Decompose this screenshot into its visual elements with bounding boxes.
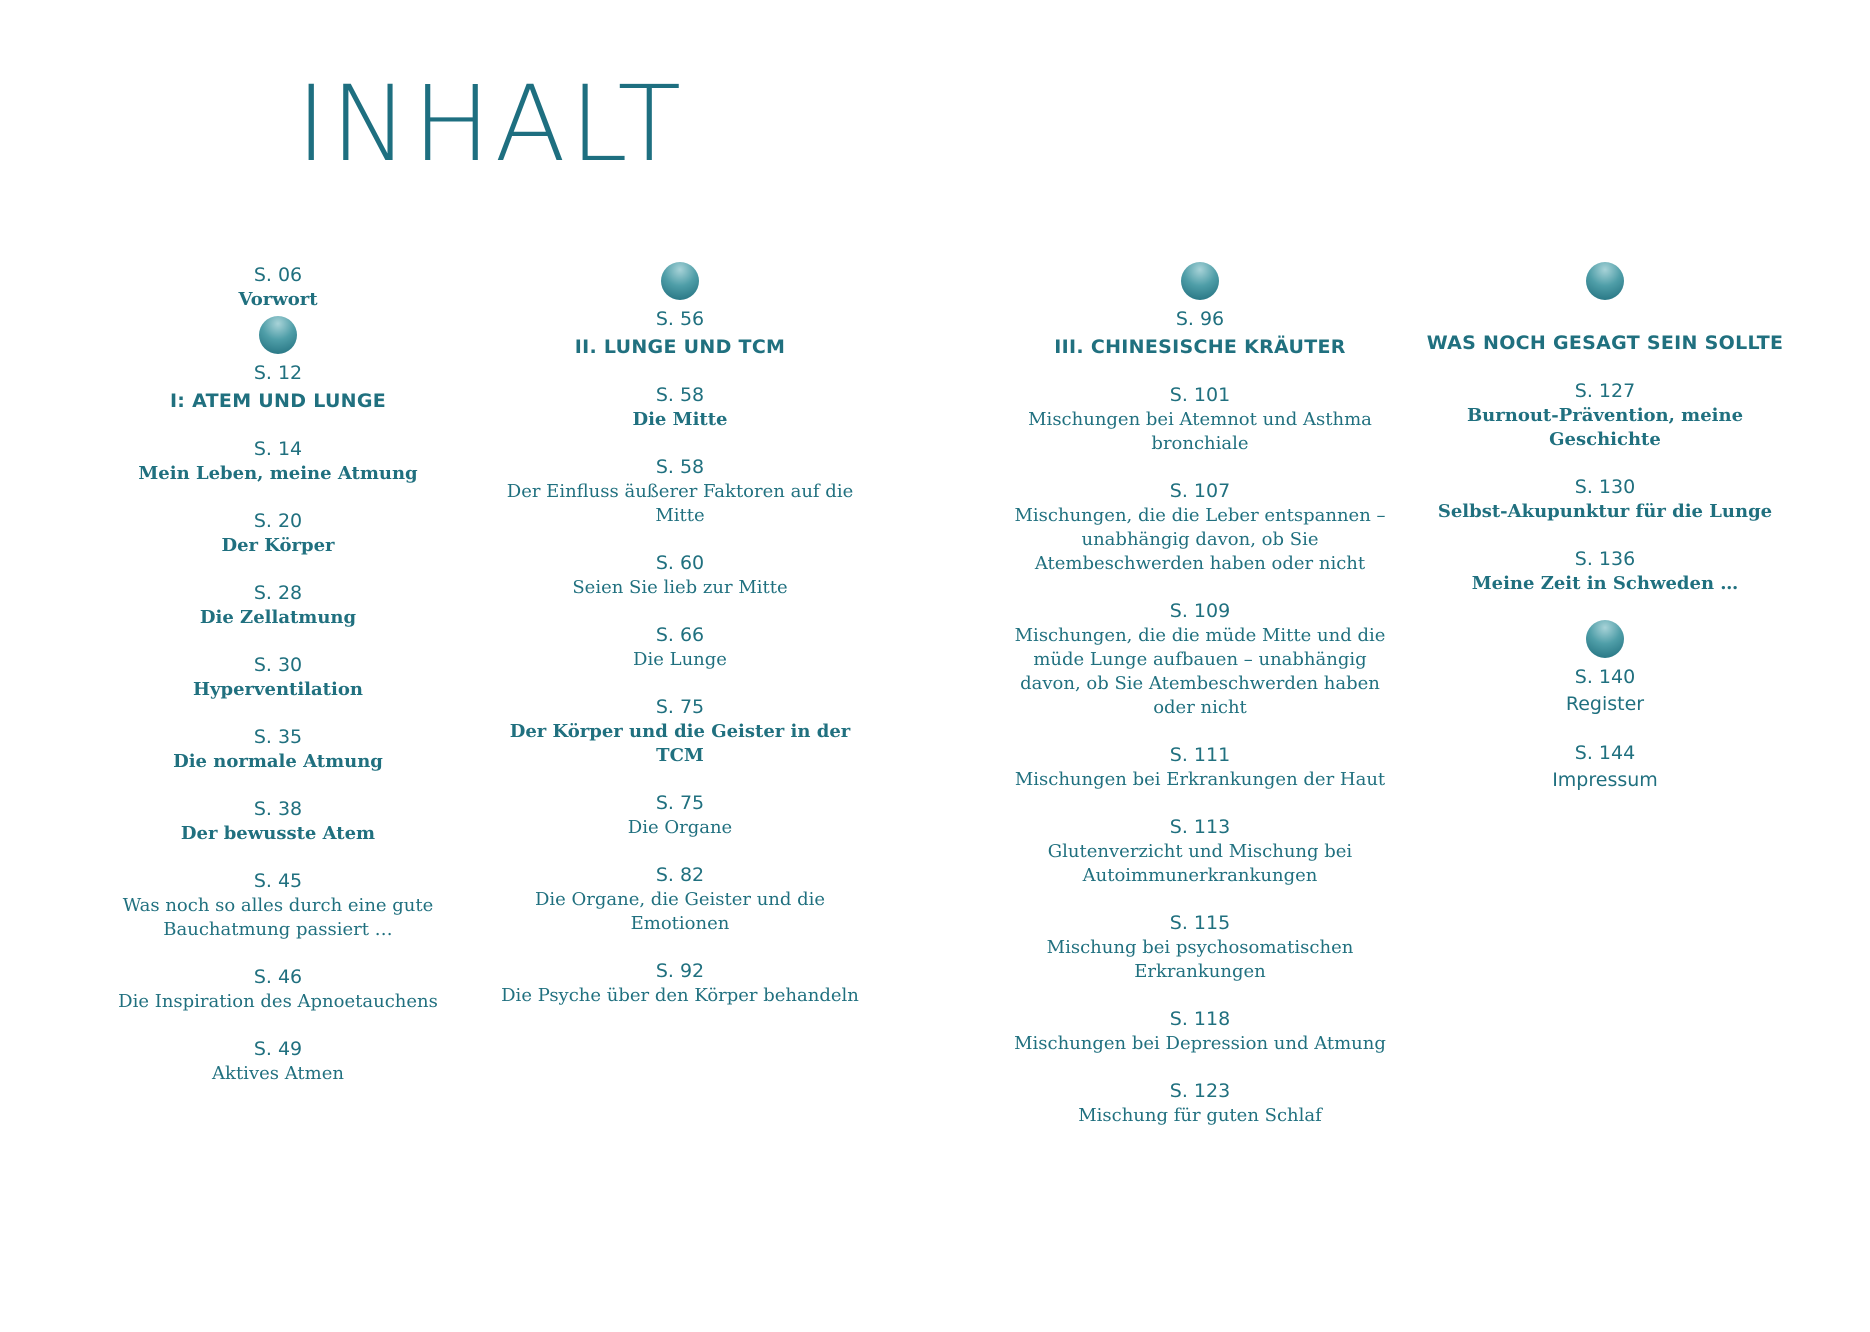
page-number: S. 28 [253,582,303,604]
page-number: S. 101 [1169,384,1231,406]
page-number: S. 12 [253,362,303,384]
entry-title: Hyperventilation [193,679,363,700]
page-number: S. 58 [655,384,705,406]
chapter-title: III. CHINESISCHE KRÄUTER [1054,336,1346,358]
page-number: S. 20 [253,510,303,532]
chapter-dot-icon [1586,620,1624,658]
toc-entry[interactable] [1010,742,1390,792]
toc-entry[interactable] [500,790,860,840]
entry-title: Vorwort [238,289,318,310]
toc-entry[interactable] [100,1036,456,1086]
entry-title: Register [1565,693,1645,715]
entry-title: Mischung für guten Schlaf [1078,1105,1322,1126]
toc-entry[interactable] [500,862,860,936]
page-number: S. 46 [253,966,303,988]
page-number: S. 06 [253,264,303,286]
chapter-title: I: ATEM UND LUNGE [169,390,387,412]
toc-entry[interactable] [1010,1006,1390,1056]
entry-title: Die Mitte [632,409,728,430]
toc-entry[interactable] [100,436,456,486]
entry-title: Burnout-Prävention, meine Geschichte [1466,405,1744,450]
entry-title: Mein Leben, meine Atmung [138,463,418,484]
chapter-heading[interactable] [1420,330,1790,356]
page-number: S. 96 [1175,308,1225,330]
entry-title: Mischungen, die die müde Mitte und die müde Lunge aufbauen – unabhängig davon, ob Sie Atembeschwerden haben oder nicht [1014,625,1386,718]
entry-title: Selbst-Akupunktur für die Lunge [1437,501,1773,522]
toc-entry[interactable] [1420,546,1790,596]
toc-entry[interactable] [1010,814,1390,888]
entry-title: Glutenverzicht und Mischung bei Autoimmunerkrankungen [1047,841,1353,886]
page-number: S. 66 [655,624,705,646]
entry-title: Mischungen bei Depression und Atmung [1014,1033,1386,1054]
page-number: S. 45 [253,870,303,892]
toc-entry[interactable] [100,262,456,312]
entry-title: Aktives Atmen [212,1063,344,1084]
page-number: S. 115 [1169,912,1231,934]
entry-title: Die Inspiration des Apnoetauchens [118,991,438,1012]
page-number: S. 136 [1574,548,1636,570]
page-number: S. 75 [655,792,705,814]
toc-entry[interactable] [1010,910,1390,984]
chapter-dot-icon [661,262,699,300]
toc-entry[interactable] [500,550,860,600]
toc-entry[interactable] [100,868,456,942]
entry-title: Impressum [1552,769,1658,791]
toc-column-1 [100,262,456,1108]
chapter-heading[interactable] [500,306,860,360]
entry-title: Der bewusste Atem [180,823,376,844]
toc-entry[interactable] [1010,598,1390,720]
toc-column-3 [1010,262,1390,1150]
toc-entry[interactable] [1010,478,1390,576]
toc-entry[interactable] [100,652,456,702]
toc-entry[interactable] [500,958,860,1008]
toc-entry[interactable] [100,580,456,630]
page-title: INHALT [296,63,685,185]
toc-entry[interactable] [1420,664,1790,718]
entry-title: Die normale Atmung [173,751,383,772]
chapter-dot-icon [259,316,297,354]
page-number: S. 111 [1169,744,1231,766]
page-number: S. 60 [655,552,705,574]
page-number: S. 56 [655,308,705,330]
page-number: S. 38 [253,798,303,820]
page-number: S. 35 [253,726,303,748]
entry-title: Die Psyche über den Körper behandeln [501,985,859,1006]
entry-title: Der Einfluss äußerer Faktoren auf die Mitte [506,481,854,526]
entry-title: Die Organe [627,817,733,838]
page-number: S. 82 [655,864,705,886]
chapter-dot-icon [1586,262,1624,300]
page-number: S. 14 [253,438,303,460]
page-number: S. 92 [655,960,705,982]
toc-column-2 [500,262,860,1030]
entry-title: Die Organe, die Geister und die Emotionen [534,889,826,934]
toc-entry[interactable] [500,622,860,672]
chapter-dot-icon [1181,262,1219,300]
page-number: S. 107 [1169,480,1231,502]
entry-title: Die Zellatmung [199,607,357,628]
toc-entry[interactable] [500,382,860,432]
page-number: S. 127 [1574,380,1636,402]
page-number: S. 144 [1574,742,1636,764]
toc-entry[interactable] [100,508,456,558]
page-number: S. 30 [253,654,303,676]
toc-entry[interactable] [1420,474,1790,524]
page-number: S. 75 [655,696,705,718]
entry-title: Seien Sie lieb zur Mitte [572,577,788,598]
toc-entry[interactable] [500,454,860,528]
page-number: S. 123 [1169,1080,1231,1102]
page-number: S. 49 [253,1038,303,1060]
page-number: S. 118 [1169,1008,1231,1030]
page-number: S. 130 [1574,476,1636,498]
entry-title: Was noch so alles durch eine gute Bauchatmung passiert … [122,895,434,940]
toc-entry[interactable] [100,796,456,846]
entry-title: Meine Zeit in Schweden … [1471,573,1739,594]
entry-title: Der Körper [221,535,335,556]
toc-entry[interactable] [100,964,456,1014]
toc-entry[interactable] [1420,378,1790,452]
entry-title: Mischungen bei Atemnot und Asthma bronchiale [1028,409,1372,454]
toc-entry[interactable] [500,694,860,768]
toc-entry[interactable] [1010,382,1390,456]
entry-title: Der Körper und die Geister in der TCM [509,721,851,766]
page-number: S. 113 [1169,816,1231,838]
entry-title: Mischungen bei Erkrankungen der Haut [1014,769,1386,790]
toc-column-4 [1420,262,1790,816]
page-number: S. 58 [655,456,705,478]
entry-title: Die Lunge [633,649,727,670]
chapter-heading[interactable] [1010,306,1390,360]
toc-entry[interactable] [1010,1078,1390,1128]
page-number: S. 109 [1169,600,1231,622]
chapter-title: II. LUNGE UND TCM [574,336,786,358]
page-number: S. 140 [1574,666,1636,688]
chapter-title: WAS NOCH GESAGT SEIN SOLLTE [1426,332,1784,354]
toc-entry[interactable] [1420,740,1790,794]
entry-title: Mischung bei psychosomatischen Erkrankungen [1046,937,1354,982]
chapter-heading[interactable] [100,360,456,414]
entry-title: Mischungen, die die Leber entspannen – unabhängig davon, ob Sie Atembeschwerden haben oder nicht [1014,505,1386,574]
toc-entry[interactable] [100,724,456,774]
